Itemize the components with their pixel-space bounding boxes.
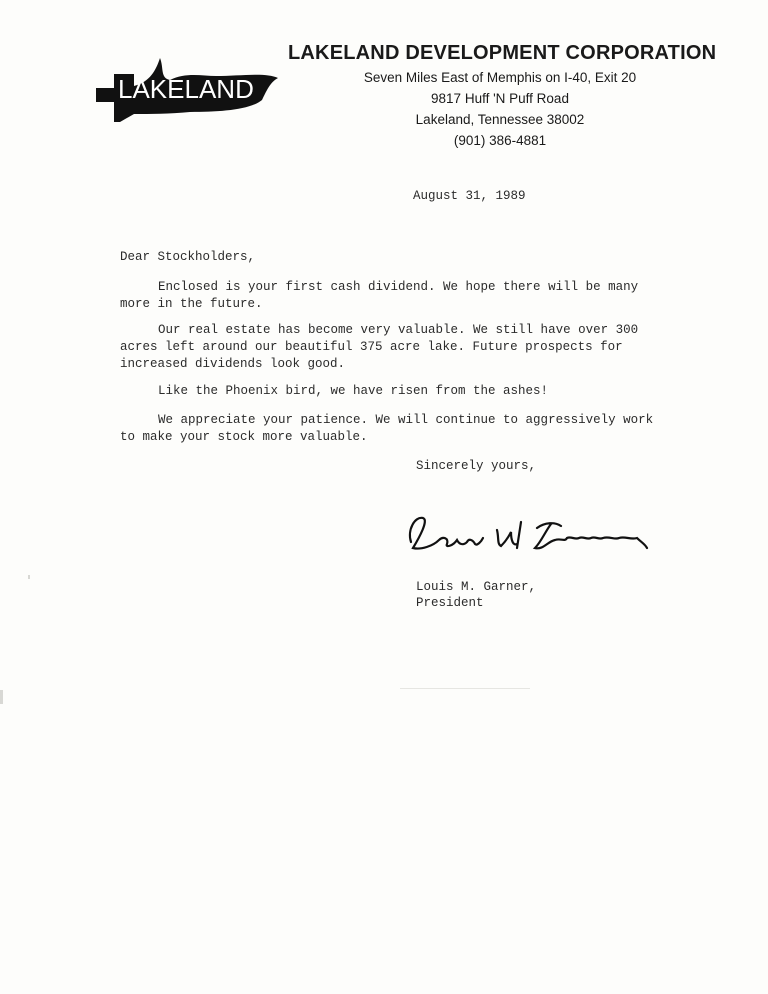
paragraph-real-estate bbox=[120, 322, 680, 373]
paragraph-line: We appreciate your patience. We will continue to aggressively work bbox=[158, 413, 654, 427]
paragraph-phoenix bbox=[120, 383, 680, 400]
address-line: Seven Miles East of Memphis on I-40, Exit 20 bbox=[363, 70, 637, 85]
paragraph-appreciation bbox=[120, 412, 680, 446]
paragraph-line: more in the future. bbox=[120, 297, 263, 311]
company-name: LAKELAND DEVELOPMENT CORPORATION bbox=[288, 42, 717, 64]
signer-name: Louis M. Garner, bbox=[416, 580, 537, 594]
paragraph-line: acres left around our beautiful 375 acre lake. Future prospects for bbox=[120, 340, 623, 354]
paragraph-line: Enclosed is your first cash dividend. We hope there will be many bbox=[158, 280, 639, 294]
paragraph-line: to make your stock more valuable. bbox=[120, 430, 368, 444]
paragraph-line: increased dividends look good. bbox=[120, 357, 346, 371]
salutation: Dear Stockholders, bbox=[120, 250, 256, 264]
signer-title: President bbox=[416, 596, 484, 610]
company-address bbox=[355, 67, 645, 151]
scan-artifact bbox=[400, 688, 530, 689]
paragraph-line: Our real estate has become very valuable. We still have over 300 bbox=[158, 323, 639, 337]
scan-artifact bbox=[0, 690, 3, 704]
company-logo bbox=[90, 52, 280, 124]
letter-date: August 31, 1989 bbox=[413, 189, 526, 203]
closing: Sincerely yours, bbox=[416, 459, 537, 473]
signature bbox=[405, 508, 650, 558]
logo-text: LAKELAND bbox=[118, 74, 254, 104]
address-line: 9817 Huff 'N Puff Road bbox=[431, 91, 569, 106]
paragraph-line: Like the Phoenix bird, we have risen from the ashes! bbox=[158, 384, 549, 398]
paragraph-dividend bbox=[120, 279, 680, 313]
phone-number: (901) 386-4881 bbox=[453, 133, 547, 148]
signature-scribble bbox=[405, 508, 650, 558]
address-line: Lakeland, Tennessee 38002 bbox=[415, 112, 585, 127]
scan-artifact bbox=[28, 575, 30, 579]
